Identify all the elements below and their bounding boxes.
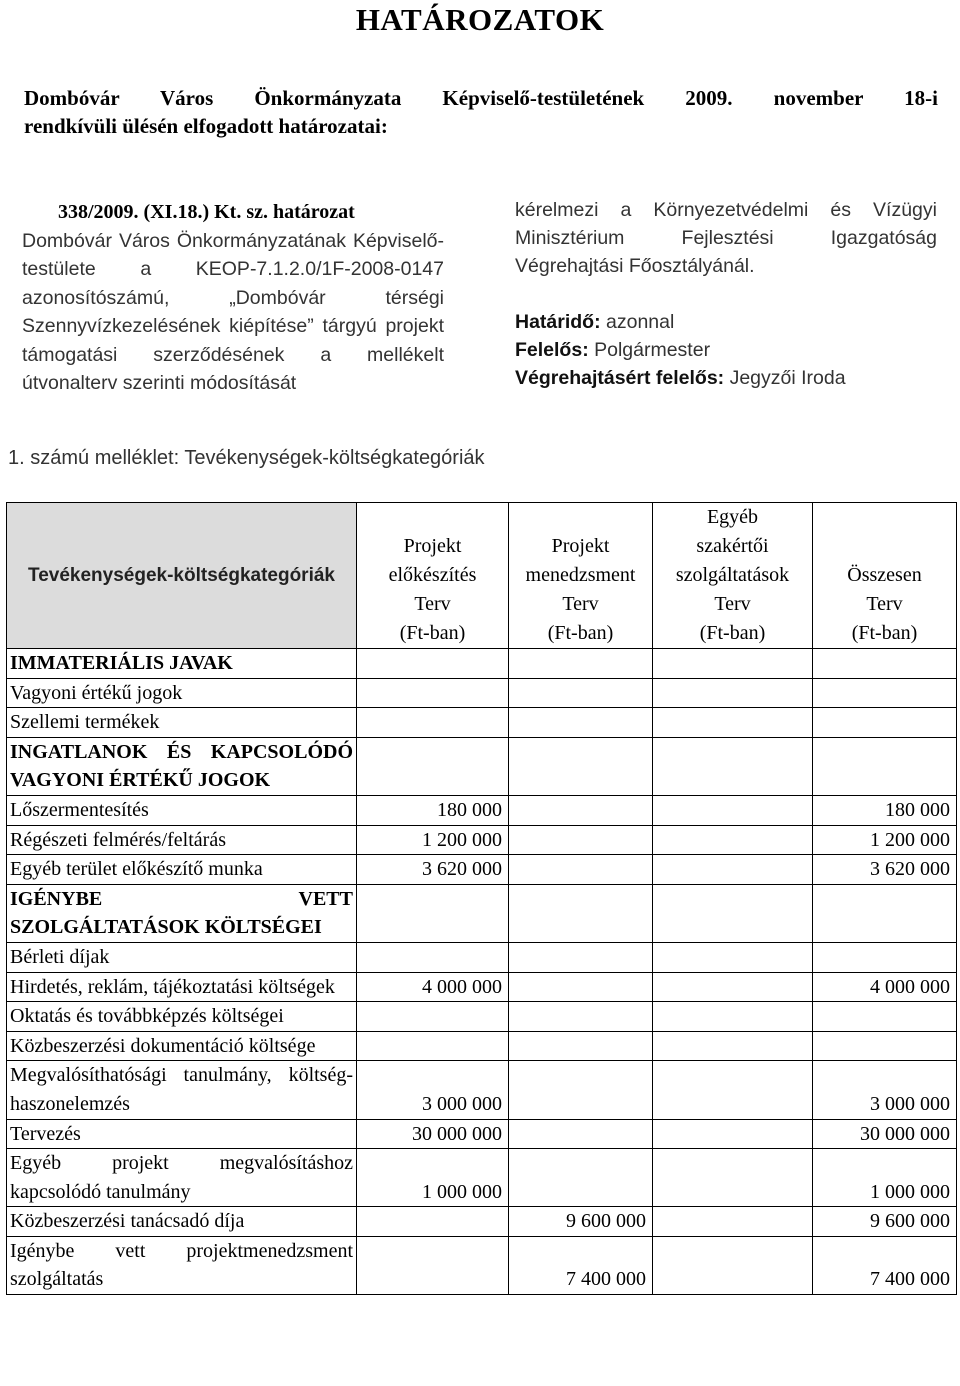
row-category-name: Közbeszerzési tanácsadó díja (7, 1207, 357, 1237)
row-project-prep-value (357, 1207, 509, 1237)
resolution-right-column (515, 196, 937, 392)
row-project-management-value (509, 1149, 653, 1207)
row-total-value (813, 649, 957, 679)
row-other-services-value (653, 649, 813, 679)
row-other-services-value (653, 884, 813, 942)
row-other-services-value (653, 855, 813, 885)
row-total-value: 9 600 000 (813, 1207, 957, 1237)
row-category-name: Megvalósíthatósági tanulmány, költség-haszonelemzés (7, 1061, 357, 1119)
row-other-services-value (653, 737, 813, 795)
table-row (7, 1207, 957, 1237)
row-project-management-value (509, 649, 653, 679)
row-other-services-value (653, 1149, 813, 1207)
row-other-services-value (653, 1236, 813, 1294)
row-project-prep-value (357, 884, 509, 942)
row-category-name: Szellemi termékek (7, 708, 357, 738)
table-row (7, 825, 957, 855)
row-category-name: Oktatás és továbbképzés költségei (7, 1002, 357, 1032)
table-row (7, 678, 957, 708)
row-project-prep-value: 4 000 000 (357, 972, 509, 1002)
row-project-prep-value: 1 200 000 (357, 825, 509, 855)
row-total-value: 4 000 000 (813, 972, 957, 1002)
table-header-row (7, 503, 957, 649)
row-category-name: Régészeti felmérés/feltárás (7, 825, 357, 855)
row-total-value (813, 678, 957, 708)
resolution-id: 338/2009. (XI.18.) Kt. sz. határozat (58, 201, 355, 223)
row-project-management-value: 7 400 000 (509, 1236, 653, 1294)
row-other-services-value (653, 795, 813, 825)
row-other-services-value (653, 1119, 813, 1149)
row-other-services-value (653, 1061, 813, 1119)
row-total-value: 7 400 000 (813, 1236, 957, 1294)
row-other-services-value (653, 972, 813, 1002)
row-category-name: Lőszermentesítés (7, 795, 357, 825)
row-project-management-value (509, 1119, 653, 1149)
row-project-management-value (509, 825, 653, 855)
deadline-label: Határidő: (515, 311, 601, 333)
row-project-management-value (509, 1031, 653, 1061)
row-project-prep-value (357, 649, 509, 679)
table-row (7, 708, 957, 738)
cost-category-table (6, 502, 957, 1295)
resolution-request: kérelmezi a Környezetvédelmi és Vízügyi Minisztérium Fejlesztési Igazgatóság Végrehajtási Főosztályánál. (515, 199, 937, 277)
row-category-name: Bérleti díjak (7, 942, 357, 972)
row-project-management-value (509, 737, 653, 795)
row-project-management-value: 9 600 000 (509, 1207, 653, 1237)
row-other-services-value (653, 708, 813, 738)
exec-value: Jegyzői Iroda (724, 367, 846, 389)
responsible-line (515, 336, 937, 364)
row-total-value (813, 942, 957, 972)
row-category-name: Hirdetés, reklám, tájékoztatási költségek (7, 972, 357, 1002)
row-other-services-value (653, 1031, 813, 1061)
row-project-management-value (509, 972, 653, 1002)
table-row (7, 972, 957, 1002)
exec-label: Végrehajtásért felelős: (515, 367, 725, 389)
row-project-management-value (509, 855, 653, 885)
annex-title: 1. számú melléklet: Tevékenységek-költségkategóriák (8, 447, 485, 469)
row-project-prep-value (357, 678, 509, 708)
row-project-prep-value: 3 620 000 (357, 855, 509, 885)
row-total-value: 1 000 000 (813, 1149, 957, 1207)
row-total-value: 3 000 000 (813, 1061, 957, 1119)
row-project-management-value (509, 795, 653, 825)
row-category-name: Tervezés (7, 1119, 357, 1149)
row-project-prep-value (357, 1236, 509, 1294)
row-total-value (813, 1002, 957, 1032)
row-total-value (813, 1031, 957, 1061)
row-other-services-value (653, 1207, 813, 1237)
row-total-value (813, 884, 957, 942)
responsibility-block (515, 308, 937, 392)
row-project-prep-value: 1 000 000 (357, 1149, 509, 1207)
table-row (7, 649, 957, 679)
row-other-services-value (653, 942, 813, 972)
table-row (7, 884, 957, 942)
row-total-value (813, 737, 957, 795)
deadline-line (515, 308, 937, 336)
row-project-prep-value: 3 000 000 (357, 1061, 509, 1119)
row-total-value (813, 708, 957, 738)
intro-line-1: Dombóvár Város Önkormányzata Képviselő-testületének 2009. november 18-i (24, 86, 938, 110)
row-project-management-value (509, 1002, 653, 1032)
row-total-value: 3 620 000 (813, 855, 957, 885)
row-category-name: Egyéb projekt megvalósításhoz kapcsolódó tanulmány (7, 1149, 357, 1207)
row-project-prep-value (357, 708, 509, 738)
page-title: HATÁROZATOK (355, 2, 605, 37)
row-category-name: Vagyoni értékű jogok (7, 678, 357, 708)
table-row (7, 1236, 957, 1294)
header-other-expert-services: Egyéb szakértői szolgáltatások Terv (Ft-ban) (653, 503, 813, 649)
row-category-name: IGÉNYBE VETT SZOLGÁLTATÁSOK KÖLTSÉGEI (7, 884, 357, 942)
deadline-value: azonnal (600, 311, 675, 333)
responsible-label: Felelős: (515, 339, 589, 361)
table-row (7, 737, 957, 795)
row-project-prep-value (357, 1002, 509, 1032)
intro-text (24, 84, 938, 140)
row-total-value: 30 000 000 (813, 1119, 957, 1149)
row-project-prep-value: 30 000 000 (357, 1119, 509, 1149)
responsible-value: Polgármester (588, 339, 711, 361)
row-other-services-value (653, 1002, 813, 1032)
row-project-prep-value (357, 737, 509, 795)
header-category: Tevékenységek-költségkategóriák (7, 503, 357, 649)
row-category-name: IMMATERIÁLIS JAVAK (7, 649, 357, 679)
row-other-services-value (653, 825, 813, 855)
row-project-management-value (509, 708, 653, 738)
row-project-prep-value (357, 942, 509, 972)
row-category-name: Egyéb terület előkészítő munka (7, 855, 357, 885)
header-project-prep: Projekt előkészítés Terv (Ft-ban) (357, 503, 509, 649)
row-project-management-value (509, 884, 653, 942)
exec-line (515, 364, 937, 392)
table-row (7, 795, 957, 825)
row-total-value: 180 000 (813, 795, 957, 825)
table-row (7, 1002, 957, 1032)
row-category-name: Igénybe vett projektmenedzsment szolgáltatás (7, 1236, 357, 1294)
table-row (7, 1149, 957, 1207)
resolution-left-column (22, 198, 444, 398)
row-project-management-value (509, 942, 653, 972)
header-project-management: Projekt menedzsment Terv (Ft-ban) (509, 503, 653, 649)
row-project-prep-value: 180 000 (357, 795, 509, 825)
resolution-body: Dombóvár Város Önkormányzatának Képviselő-testülete a KEOP-7.1.2.0/1F-2008-0147 azonosítószámú, „Dombóvár térségi Szennyvízkezelésének kiépítése” tárgyú projekt támogatási szerződésének a mellékelt útvonalterv szerinti módosítását (22, 229, 444, 394)
table-row (7, 1031, 957, 1061)
table-row (7, 942, 957, 972)
table-row (7, 1061, 957, 1119)
table-row (7, 1119, 957, 1149)
intro-line-2: rendkívüli ülésén elfogadott határozatai: (24, 114, 388, 138)
row-total-value: 1 200 000 (813, 825, 957, 855)
row-project-management-value (509, 1061, 653, 1119)
table-row (7, 855, 957, 885)
row-project-prep-value (357, 1031, 509, 1061)
row-other-services-value (653, 678, 813, 708)
row-category-name: INGATLANOK ÉS KAPCSOLÓDÓ VAGYONI ÉRTÉKŰ JOGOK (7, 737, 357, 795)
row-category-name: Közbeszerzési dokumentáció költsége (7, 1031, 357, 1061)
row-project-management-value (509, 678, 653, 708)
header-total: Összesen Terv (Ft-ban) (813, 503, 957, 649)
